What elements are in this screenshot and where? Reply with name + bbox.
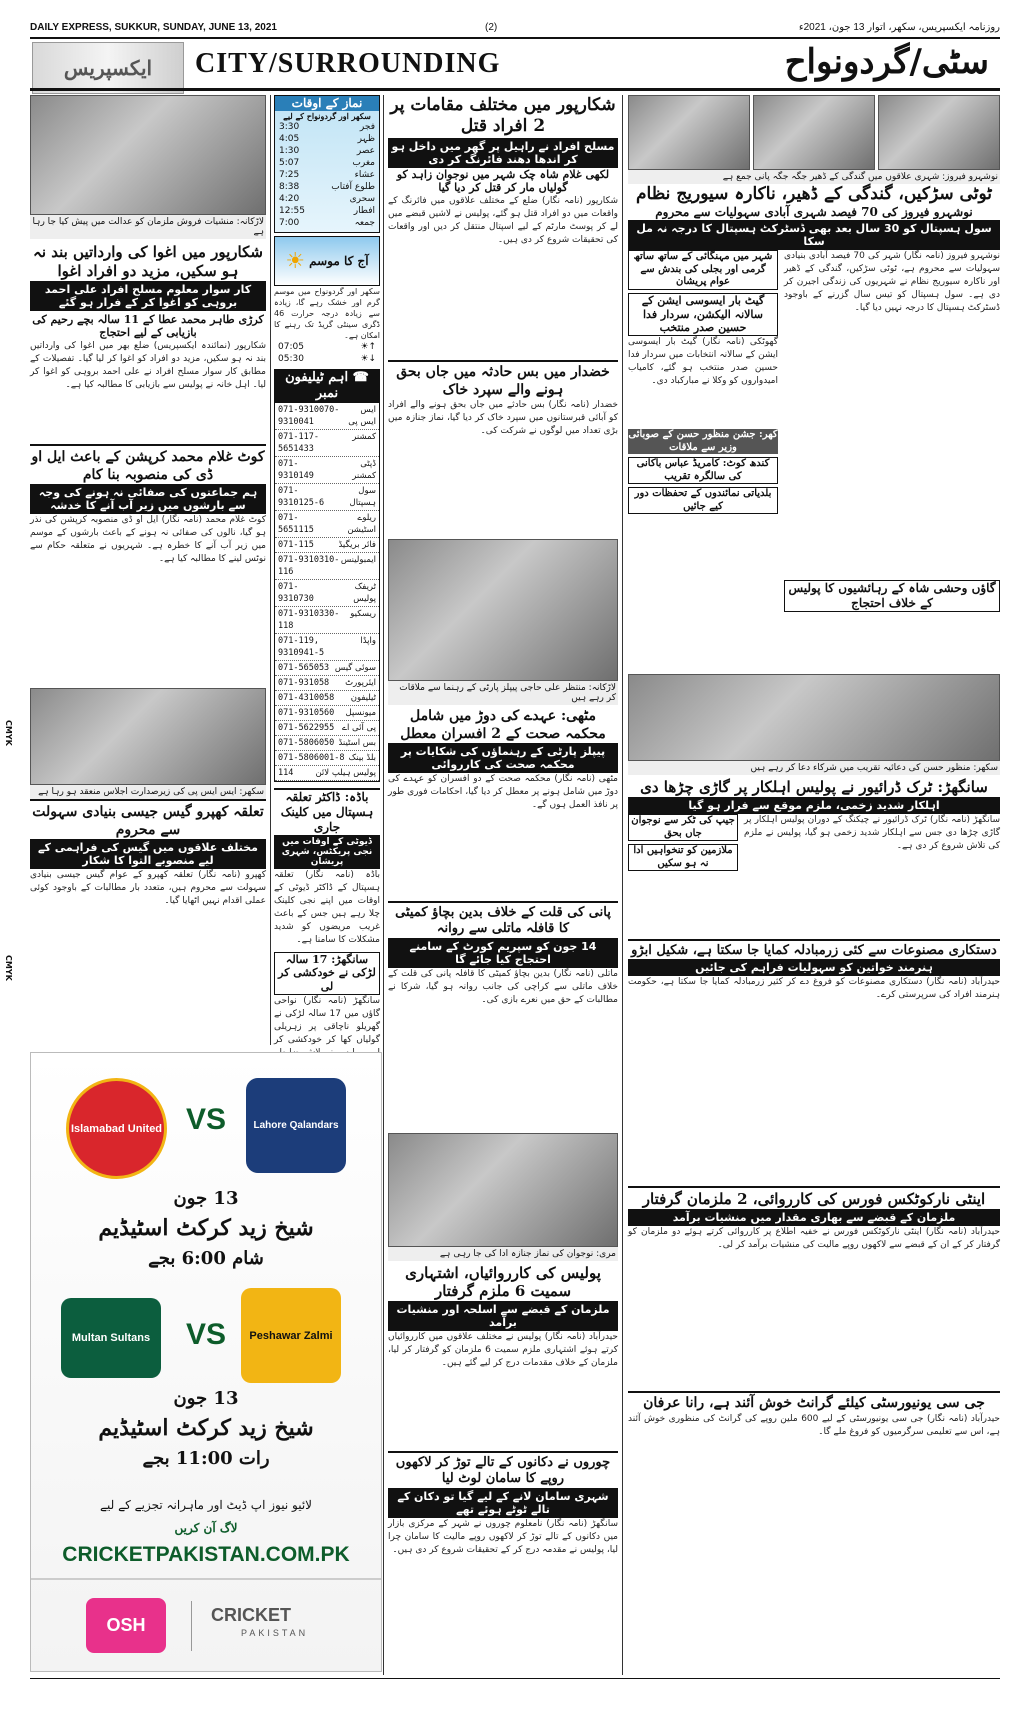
ad-tagline: لائیو نیوز اپ ڈیٹ اور ماہرانہ تجزیے کے لیے (99, 1498, 313, 1512)
section-rule (30, 88, 1000, 91)
phone-number: 071-5806001-8 (278, 752, 345, 763)
phone-number: 071-119, 9310941-5 (278, 635, 325, 658)
story-subheadline: کرڑی طاہر محمد عطا کے 11 سالہ بچے رحیم کی بازیابی کے لیے احتجاج (32, 312, 264, 340)
prayer-title: نماز کے اوقات (275, 96, 379, 111)
story-headline: جی سی یونیورسٹی کیلئے گرانٹ خوش آئند ہے، رانا عرفان (628, 1391, 1000, 1413)
match2-venue: شیخ زید کرکٹ اسٹیڈیم (98, 1415, 314, 1441)
column-divider (383, 95, 384, 1675)
ad-divider (31, 1578, 381, 1580)
phone-title-text: اہم ٹیلیفون نمبر (285, 370, 349, 402)
column-divider (270, 95, 271, 1045)
photo-caption: سکھر: منظور حسن کی دعائیہ تقریب میں شرکاء دعا کر رہے ہیں (628, 761, 1000, 775)
photo-caption: لاڑکانہ: منشیات فروش ملزمان کو عدالت میں پیش کیا جا رہا ہے (30, 215, 266, 239)
story-subheadline: لکھی غلام شاہ چک شہر میں نوجوان زاہد کو گولیاں مار کر قتل کر دیا گیا (396, 167, 610, 195)
phone-list (275, 403, 379, 781)
story-headline: پانی کی قلت کے خلاف بدین بچاؤ کمیٹی کا قافلہ ماتلی سے روانہ (388, 901, 618, 938)
sun-icon: ☀ (285, 248, 306, 274)
phone-department: سوئی گیس (334, 662, 376, 673)
sunrise-row (274, 341, 380, 353)
phone-department: پولیس ہیلپ لائن (315, 767, 376, 778)
column-four (628, 95, 1000, 1675)
prayer-time: 7:00 (279, 218, 300, 228)
cricketpakistan-url[interactable]: CRICKETPAKISTAN.COM.PK (62, 1543, 350, 1566)
phone-row (275, 403, 379, 430)
islamabad-united-logo: Islamabad United (66, 1078, 167, 1179)
phone-row (275, 751, 379, 766)
story-headline: شہر میں مہنگائی کے ساتھ ساتھ گرمی اور بجلی کی بندش سے عوام پریشان (628, 250, 778, 290)
phone-department: ٹریفک پولیس (353, 581, 376, 604)
story-body: حیدرآباد (نامہ نگار) جی سی یونیورسٹی کے لیے 600 ملین روپے کی گرانٹ کی منظوری خوش آئند ہے، اس سے تعلیمی سرگرمیوں کو فروغ ملے گا۔ (628, 1413, 1000, 1437)
prayer-row (275, 169, 379, 181)
english-dateline: DAILY EXPRESS, SUKKUR, SUNDAY, JUNE 13, 2021 (30, 22, 277, 33)
story-body: مٹھی (نامہ نگار) محکمہ صحت کے دو افسران کو عہدے کی دوڑ میں شامل ہونے پر معطل کر دیا گیا، احکامات فوری طور پر نافذ العمل ہوں گے۔ (388, 774, 618, 810)
prayer-row (275, 205, 379, 217)
phone-row (275, 634, 379, 661)
cricket-advertisement[interactable] (30, 1052, 382, 1672)
sunset-time: 05:30 (278, 354, 304, 364)
phone-row (275, 691, 379, 706)
prayer-row (275, 181, 379, 193)
column-divider (622, 95, 623, 1675)
match2-time: رات 11:00 بجے (142, 1448, 270, 1469)
photo-caption: لاڑکانہ: منتظر علی حاجی پیپلز پارٹی کے رہنما سے ملاقات کر رہے ہیں (388, 681, 618, 705)
phone-department: ایمبولینس (340, 554, 376, 565)
main-story-body (784, 250, 1000, 670)
phone-row (275, 661, 379, 676)
story-subheadline: ہم جماعتوں کی صفائی نہ ہونے کی وجہ سے بارشوں میں زیر آب آنے کا خدشہ (30, 484, 266, 514)
story-headline: بلدیاتی نمائندوں کے تحفظات دور کیے جائیں (628, 487, 778, 514)
news-photo (753, 95, 875, 170)
news-photo (30, 688, 266, 785)
prayer-time: 5:07 (279, 158, 300, 168)
story-subheadline: کار سوار معلوم مسلح افراد علی احمد بروہی کو اغوا کر کے فرار ہو گئے (30, 281, 266, 311)
phone-number: 071-9310310-116 (278, 554, 340, 577)
phone-number: 071-931058 (278, 677, 330, 688)
ad-login-text: لاگ آن کریں (174, 1521, 238, 1535)
phone-department: ایس ایس پی (348, 404, 376, 427)
sunrise-icon: ☀↑ (360, 342, 376, 352)
prayer-name: عصر (356, 146, 375, 156)
story-body: سانگھڑ (نامہ نگار) نواحی گاؤں میں 17 سالہ لڑکی نے گھریلو ناچاقی پر زہریلی گولیاں کھا کر خودکشی کر (274, 995, 381, 1045)
phone-number: 071-5806050 (278, 737, 335, 748)
prayer-time: 12:55 (279, 206, 305, 216)
phone-row (275, 553, 379, 580)
prayer-row (275, 157, 379, 169)
story-body: گھوٹکی (نامہ نگار) گیٹ بار ایسوسی ایشن کے سالانہ انتخابات میں سردار فدا حسین صدر منتخب ہو گئے، کامیاب امیدواروں کو وکلا نے مبارکباد دی۔ (628, 337, 778, 386)
story-headline: مٹھی: عہدے کی دوڑ میں شامل محکمہ صحت کے 2 افسران معطل (400, 708, 606, 742)
cmyk-mark: CMYK (4, 720, 13, 746)
page-number: (2) (485, 22, 498, 33)
cricket-pakistan-brand: CRICKET (211, 1605, 291, 1625)
story-headline: خضدار میں بس حادثہ میں جاں بحق ہونے والے سپرد خاک (388, 360, 618, 399)
news-photo (878, 95, 1000, 170)
prayer-list (275, 121, 379, 229)
footer-rule (30, 1678, 1000, 1679)
phone-number: 071-117-5651433 (278, 431, 319, 454)
photo-strip (628, 95, 1000, 170)
phone-number: 071-565053 (278, 662, 330, 673)
prayer-time: 3:30 (279, 122, 300, 132)
story-body: باڈہ (نامہ نگار) تعلقہ ہسپتال کے ڈاکٹر ڈیوٹی کے اوقات میں اپنے نجی کلینک چلا رہے ہیں جس کے باعث غریب مریضوں کو شدید مشکلات کا سامنا ہے۔ (274, 869, 380, 945)
phone-number: 114 (278, 767, 294, 778)
phone-department: پی آئی اے (341, 722, 376, 733)
sunrise-time: 07:05 (278, 342, 304, 352)
phone-department: ڈپٹی کمشنر (352, 458, 376, 481)
prayer-row (275, 121, 379, 133)
weather-title: آج کا موسم (309, 253, 369, 268)
match2-date: 13 جون (173, 1388, 239, 1409)
column-one (30, 95, 266, 1050)
cmyk-mark: CMYK (4, 955, 13, 981)
prayer-name: جمعہ (354, 218, 375, 228)
phone-department: ریسکیو (350, 608, 376, 619)
match1-time: شام 6:00 بجے (148, 1248, 264, 1269)
phone-department: ٹیلیفون (350, 692, 376, 703)
masthead-rule (30, 37, 1000, 39)
story-row (628, 814, 1000, 939)
phone-department: میونسپل (345, 707, 376, 718)
story-body: سانگھڑ (نامہ نگار) ٹرک ڈرائیور نے چیکنگ کے دوران پولیس اہلکار پر گاڑی چڑھا دی جس سے اہلکار شدید زخمی ہو گیا، پولیس نے ملزم کی تلاش شروع کر دی ہے۔ (744, 815, 1000, 851)
news-photo (388, 1133, 618, 1247)
phone-row (275, 538, 379, 553)
story-body: حیدرآباد (نامہ نگار) پولیس نے مختلف علاقوں میں کارروائیاں کرتے ہوئے اشتہاری ملزم سمیت 6 ملزمان کو گرفتار کر لیا، ملزمان کے خلاف مقدمات درج کر لیے گئے ہیں۔ (388, 1332, 618, 1368)
story-subheadline: شہری سامان لانے کے لیے گیا تو دکان کے تالے ٹوٹے ہوئے تھے (388, 1488, 618, 1518)
story-row (628, 250, 1000, 670)
prayer-name: سحری (349, 194, 375, 204)
weather-box (274, 236, 380, 286)
phone-number: 071-9310560 (278, 707, 335, 718)
story-subheadline: مختلف علاقوں میں گیس کی فراہمی کے لیے منصوبے التوا کا شکار (30, 839, 266, 869)
match1-date: 13 جون (173, 1188, 239, 1209)
versus-label: VS (186, 1103, 227, 1136)
prayer-name: افطار (353, 206, 375, 216)
news-photo (388, 539, 618, 681)
story-headline: کھر: جشن منظور حسن کے صوبائی وزیر سے ملاقات (628, 429, 778, 453)
phone-department: بس اسٹینڈ (338, 737, 376, 748)
weather-body: سکھر اور گردونواح میں موسم گرم اور خشک رہے گا، زیادہ سے زیادہ درجہ حرارت 46 ڈگری سینٹی گریڈ تک رہنے کا امکان ہے۔ (274, 287, 380, 340)
sunset-icon: ☀↓ (360, 354, 376, 364)
story-body: حیدرآباد (نامہ نگار) اینٹی نارکوٹکس فورس نے خفیہ اطلاع پر کارروائی کرتے ہوئے دو ملزمان کو گرفتار کر کے ان کے قبضے سے لاکھوں روپے مالیت کی منشیات برآمد کر لی۔ (628, 1227, 1000, 1250)
prayer-time: 7:25 (279, 170, 300, 180)
story-headline: کندھ کوٹ: کامریڈ عباس باکانی کی سالگرہ تقریب (628, 457, 778, 484)
phone-department: کمشنر (352, 431, 376, 442)
prayer-times-box (274, 95, 380, 233)
prayer-time: 1:30 (279, 146, 300, 156)
story-headline: پولیس کی کارروائیاں، اشتہاری سمیت 6 ملزم گرفتار (405, 1263, 601, 1301)
phone-department: سول ہسپتال (349, 485, 376, 508)
phone-department: بلڈ بینک (348, 752, 376, 763)
prayer-name: طلوع آفتاب (331, 182, 375, 192)
phone-department: ریلوے اسٹیشن (347, 512, 376, 535)
photo-caption: نوشہرو فیروز: شہری علاقوں میں گندگی کے ڈھیر جگہ جگہ پانی جمع ہے (628, 170, 1000, 184)
phone-department: واپڈا (360, 635, 376, 646)
story-body: نوشہرو فیروز (نامہ نگار) شہر کی 70 فیصد آبادی بنیادی سہولیات سے محروم ہے، ٹوٹی سڑکیں، گندگی کے ڈھیر اور ناکارہ سیوریج نظام نے شہریوں کی زندگی اجیرن کر دی ہے۔ سول ہسپتال کو تیس سال گزرنے کے باوجود ڈسٹرکٹ ہسپتال کا درجہ نہیں دیا گیا۔ (784, 251, 1000, 314)
story-headline: سانگھڑ: ٹرک ڈرائیور نے پولیس اہلکار پر گاڑی چڑھا دی (640, 778, 988, 797)
phone-icon: ☎ (348, 370, 369, 385)
story-headline: چوروں نے دکانوں کے تالے توڑ کر لاکھوں روپے کا سامان لوٹ لیا (388, 1451, 618, 1488)
peshawar-zalmi-logo: Peshawar Zalmi (241, 1288, 341, 1383)
story-subheadline: اہلکار شدید زخمی، ملزم موقع سے فرار ہو گیا (628, 797, 1000, 814)
lahore-qalandars-logo: Lahore Qalandars (246, 1078, 346, 1173)
story-subheadline: ڈیوٹی کے اوقات میں نجی پریکٹس، شہری پریشان (274, 835, 380, 869)
phone-row (275, 484, 379, 511)
story-headline: دستکاری مصنوعات سے کئی زرمبادلہ کمایا جا سکتا ہے، شکیل ابڑو (628, 939, 1000, 959)
story-body: کھپرو (نامہ نگار) تعلقہ کھپرو کے عوام گیس جیسی بنیادی سہولت سے محروم ہیں، متعدد بار مطالبات کے باوجود کوئی عملی اقدام نہیں اٹھایا گیا۔ (30, 870, 266, 906)
story-body: شکارپور (نمائندہ ایکسپریس) ضلع بھر میں اغوا کی وارداتیں بند نہ ہو سکیں، مزید دو افراد کو اغوا کر لیا گیا۔ تفصیلات کے مطابق کار سوار مسلح افراد نے علی احمد بروہی کو اغوا کر لیا۔ اہل خانہ نے پولیس سے بازیابی کا مطالبہ کیا ہے۔ (30, 341, 266, 390)
phone-number: 071-9310070-9310041 (278, 404, 340, 427)
phone-row (275, 457, 379, 484)
prayer-row (275, 133, 379, 145)
prayer-name: فجر (359, 122, 375, 132)
story-headline: ملازمین کو تنخواہیں ادا نہ ہو سکیں (628, 844, 738, 871)
news-photo (628, 95, 750, 170)
multan-sultans-logo: Multan Sultans (61, 1298, 161, 1378)
story-body: شکارپور (نامہ نگار) ضلع کے مختلف علاقوں میں فائرنگ کے واقعات میں دو افراد قتل ہو گئے، پولیس نے لاشیں قبضے میں لے کر پوسٹ مارٹم کے لیے اسپتال منتقل کر دیں اور واقعات کی تحقیقات شروع کر دی ہیں۔ (388, 196, 618, 245)
prayer-row (275, 145, 379, 157)
phone-row (275, 430, 379, 457)
story-body: کوٹ غلام محمد (نامہ نگار) ایل او ڈی منصوبہ کرپشن کی نذر ہو گیا، نالوں کی صفائی نہ ہونے کے باعث بارشوں کے موسم میں زیر آب آنے کا خطرہ ہے۔ شہریوں نے متعلقہ حکام سے نوٹس لینے کا مطالبہ کیا ہے۔ (30, 515, 266, 564)
story-subheadline: 14 جون کو سپریم کورٹ کے سامنے احتجاج کیا جائے گا (388, 938, 618, 968)
sidebar-stories (628, 250, 778, 670)
story-headline: ٹوٹی سڑکیں، گندگی کے ڈھیر، ناکارہ سیوریج نظام (636, 184, 992, 204)
urdu-dateline: روزنامہ ایکسپریس، سکھر، اتوار 13 جون، 2021ء (798, 22, 1000, 33)
photo-caption: مری: نوجوان کی نماز جنازہ ادا کی جا رہی ہے (388, 1247, 618, 1261)
news-photo (628, 674, 1000, 761)
express-logo: ایکسپریس (32, 42, 184, 94)
phone-row (275, 580, 379, 607)
prayer-row (275, 193, 379, 205)
story-headline: شکارپور میں اغوا کی وارداتیں بند نہ ہو سکیں، مزید دو افراد اغوا (33, 243, 263, 280)
story-body: حیدرآباد (نامہ نگار) دستکاری مصنوعات کو فروغ دے کر کثیر زرمبادلہ کمایا جا سکتا ہے، حکومت ہنرمند افراد کی سرپرستی کرے۔ (628, 977, 1000, 1001)
phone-number: 071-9310149 (278, 458, 314, 481)
news-photo (30, 95, 266, 215)
phone-department: فائر بریگیڈ (338, 539, 376, 550)
phone-row (275, 706, 379, 721)
story-subheadline: مسلح افراد نے راہیل پر گھر میں داخل ہو کر اندھا دھند فائرنگ کر دی (388, 138, 618, 168)
phone-row (275, 766, 379, 781)
prayer-time: 4:20 (279, 194, 300, 204)
phone-number: 071-9310125-6 (278, 485, 325, 508)
phone-department: ایئرپورٹ (345, 677, 376, 688)
phone-row (275, 607, 379, 634)
story-body: خضدار (نامہ نگار) بس حادثے میں جاں بحق ہونے والے افراد کو آبائی قبرستانوں میں سپرد خاک کر دیا گیا، نماز جنازہ میں بڑی تعداد میں لوگوں نے شرکت کی۔ (388, 400, 618, 436)
prayer-time: 4:05 (279, 134, 300, 144)
photo-caption: سکھر: ایس ایس پی کی زیرصدارت اجلاس منعقد ہو رہا ہے (30, 785, 266, 799)
masthead-strip (30, 22, 1000, 36)
versus-label: VS (186, 1318, 227, 1351)
match1-venue: شیخ زید کرکٹ اسٹیڈیم (98, 1215, 314, 1241)
story-subheadline: ملزمان کے قبضے سے اسلحہ اور منشیات برآمد (388, 1301, 618, 1331)
story-body: سانگھڑ (نامہ نگار) نامعلوم چوروں نے شہر کے مرکزی بازار میں دکانوں کے تالے توڑ کر لاکھوں روپے مالیت کا سامان چرا لیا، پولیس نے مقدمہ درج کر کے تحقیقات شروع کر دی ہیں۔ (388, 1518, 618, 1555)
story-headline: باڈہ: ڈاکٹر تعلقہ ہسپتال میں کلینک جاری (274, 788, 380, 835)
phone-title (275, 370, 379, 403)
phone-number: 071-115 (278, 539, 314, 550)
prayer-subtitle: سکھر اور گردونواح کے لیے (283, 111, 371, 121)
ad-divider (191, 1601, 192, 1651)
phone-numbers-box (274, 369, 380, 782)
story-headline: اینٹی نارکوٹکس فورس کی کارروائی، 2 ملزمان گرفتار (628, 1186, 1000, 1209)
phone-row (275, 511, 379, 538)
phone-row (275, 676, 379, 691)
story-subheadline: ملزمان کے قبضے سے بھاری مقدار میں منشیات برآمد (628, 1209, 1000, 1226)
story-headline: گیٹ بار ایسوسی ایشن کے سالانہ الیکشن، سردار فدا حسین صدر منتخب (628, 293, 778, 336)
phone-number: 071-5622955 (278, 722, 335, 733)
story-headline: شکارپور میں مختلف مقامات پر 2 افراد قتل (390, 95, 616, 137)
phone-row (275, 736, 379, 751)
phone-number: 071-4310058 (278, 692, 335, 703)
phone-number: 071-9310330-118 (278, 608, 340, 631)
story-headline: جیپ کی ٹکر سے نوجوان جاں بحق (628, 814, 738, 841)
story-subheadline: سول ہسپتال کو 30 سال بعد بھی ڈسٹرکٹ ہسپتال کا درجہ نہ مل سکا (628, 220, 1000, 250)
sidebar-stories (628, 814, 738, 939)
phone-number: 071-5651115 (278, 512, 314, 535)
osh-sponsor-logo: OSH (86, 1598, 166, 1653)
prayer-name: مغرب (352, 158, 375, 168)
column-three (388, 95, 618, 1675)
story-headline: تعلقہ کھپرو گیس جیسی بنیادی سہولت سے محروم (30, 799, 266, 839)
cricket-pakistan-brand-sub: PAKISTAN (241, 1628, 309, 1638)
phone-row (275, 721, 379, 736)
sunset-row (274, 353, 380, 365)
story-headline: سانگھڑ: 17 سالہ لڑکی نے خودکشی کر لی (274, 952, 380, 995)
prayer-name: عشاء (354, 170, 375, 180)
story-subheadline: پیپلز پارٹی کے رہنماؤں کی شکایات پر محکمہ صحت کی کارروائی (388, 743, 618, 773)
story-subheadline: نوشہرو فیروز کی 70 فیصد شہری آبادی سہولیات سے محروم (655, 205, 973, 220)
prayer-name: ظہر (357, 134, 375, 144)
prayer-row (275, 217, 379, 229)
prayer-time: 8:38 (279, 182, 300, 192)
phone-number: 071-9310730 (278, 581, 314, 604)
story-subheadline: ہنرمند خواتین کو سہولیات فراہم کی جائیں (628, 959, 1000, 976)
story-headline: گاؤں وحشی شاہ کے رہائشیوں کا پولیس کے خلاف احتجاج (784, 580, 1000, 612)
column-two (274, 95, 380, 1050)
section-title-english: CITY/SURROUNDING (195, 48, 501, 79)
story-body: ماتلی (نامہ نگار) بدین بچاؤ کمیٹی کا قافلہ پانی کی قلت کے خلاف ماتلی سے کراچی کی جانب روانہ ہو گیا، شرکا نے مطالبات کے حق میں نعرے بازی کی۔ (388, 968, 618, 1005)
section-title-urdu: سٹی/گردونواح (784, 42, 989, 82)
story-headline: کوٹ غلام محمد کرپشن کے باعث ایل او ڈی کی منصوبہ بنا کام (30, 444, 266, 484)
